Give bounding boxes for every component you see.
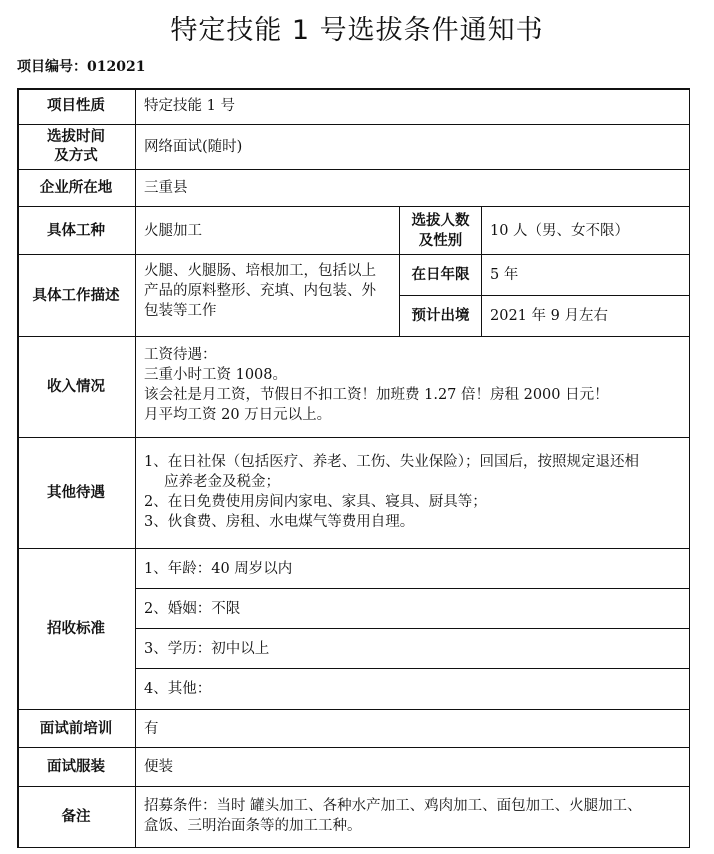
conditions-table <box>17 88 690 848</box>
income-label: 收入情况 <box>17 337 136 438</box>
headcount-value: 10 人（男、女不限） <box>482 207 690 255</box>
job-desc-line: 产品的原料整形、充填、内包装、外 <box>144 283 376 299</box>
remarks-line: 盒饭、三明治面条等的加工工种。 <box>144 818 362 834</box>
job-type-value: 火腿加工 <box>136 207 400 255</box>
selection-value: 网络面试(随时) <box>136 125 690 170</box>
criteria-item-education: 3、学历：初中以上 <box>136 629 690 669</box>
remarks-text <box>136 787 690 848</box>
departure-label: 预计出境 <box>400 296 482 337</box>
income-line: 该会社是月工资，节假日不扣工资！加班费 1.27 倍！房租 2000 日元！ <box>144 387 609 403</box>
criteria-item-other: 4、其他： <box>136 669 690 710</box>
remarks-line: 招募条件：当时 罐头加工、各种水产加工、鸡肉加工、面包加工、火腿加工、 <box>144 798 642 814</box>
income-text <box>136 337 690 438</box>
benefits-line: 1、在日社保（包括医疗、养老、工伤、失业保险）；回国后，按照规定退还相 <box>144 454 639 470</box>
years-label: 在日年限 <box>400 255 482 296</box>
income-line: 月平均工资 20 万日元以上。 <box>144 407 332 423</box>
job-desc-text <box>136 255 400 337</box>
nature-label: 项目性质 <box>17 88 136 125</box>
criteria-item-age: 1、年龄：40 周岁以内 <box>136 549 690 589</box>
benefits-label: 其他待遇 <box>17 438 136 549</box>
benefits-line: 3、伙食费、房租、水电煤气等费用自理。 <box>144 514 415 530</box>
job-desc-label: 具体工作描述 <box>17 255 136 337</box>
nature-value: 特定技能 1 号 <box>136 88 690 125</box>
headcount-label <box>400 207 482 255</box>
project-number <box>17 56 145 76</box>
benefits-text <box>136 438 690 549</box>
location-value: 三重县 <box>136 170 690 207</box>
attire-label: 面试服装 <box>17 748 136 787</box>
criteria-item-marriage: 2、婚姻：不限 <box>136 589 690 629</box>
pre-training-value: 有 <box>136 710 690 748</box>
job-desc-line: 火腿、火腿肠、培根加工，包括以上 <box>144 263 376 279</box>
departure-value: 2021 年 9 月左右 <box>482 296 690 337</box>
location-label: 企业所在地 <box>17 170 136 207</box>
benefits-line: 2、在日免费使用房间内家电、家具、寝具、厨具等； <box>144 494 487 510</box>
attire-value: 便装 <box>136 748 690 787</box>
income-line: 工资待遇： <box>144 347 217 363</box>
remarks-label: 备注 <box>17 787 136 848</box>
income-line: 三重小时工资 1008。 <box>144 367 288 383</box>
selection-label-line-1: 选拔时间 <box>47 129 105 145</box>
job-desc-line: 包装等工作 <box>144 303 217 319</box>
headcount-label-line-1: 选拔人数 <box>411 212 470 229</box>
pre-training-label: 面试前培训 <box>17 710 136 748</box>
benefits-line: 应养老金及税金； <box>164 474 280 490</box>
selection-label <box>17 125 136 170</box>
document-title: 特定技能 1 号选拔条件通知书 <box>170 15 544 46</box>
project-number-value: 012021 <box>87 59 146 75</box>
years-value: 5 年 <box>482 255 690 296</box>
headcount-label-line-2: 及性别 <box>418 232 463 249</box>
selection-label-line-2: 及方式 <box>54 148 98 164</box>
project-number-label: 项目编号： <box>17 59 87 75</box>
criteria-label: 招收标准 <box>17 549 136 710</box>
job-type-label: 具体工种 <box>17 207 136 255</box>
